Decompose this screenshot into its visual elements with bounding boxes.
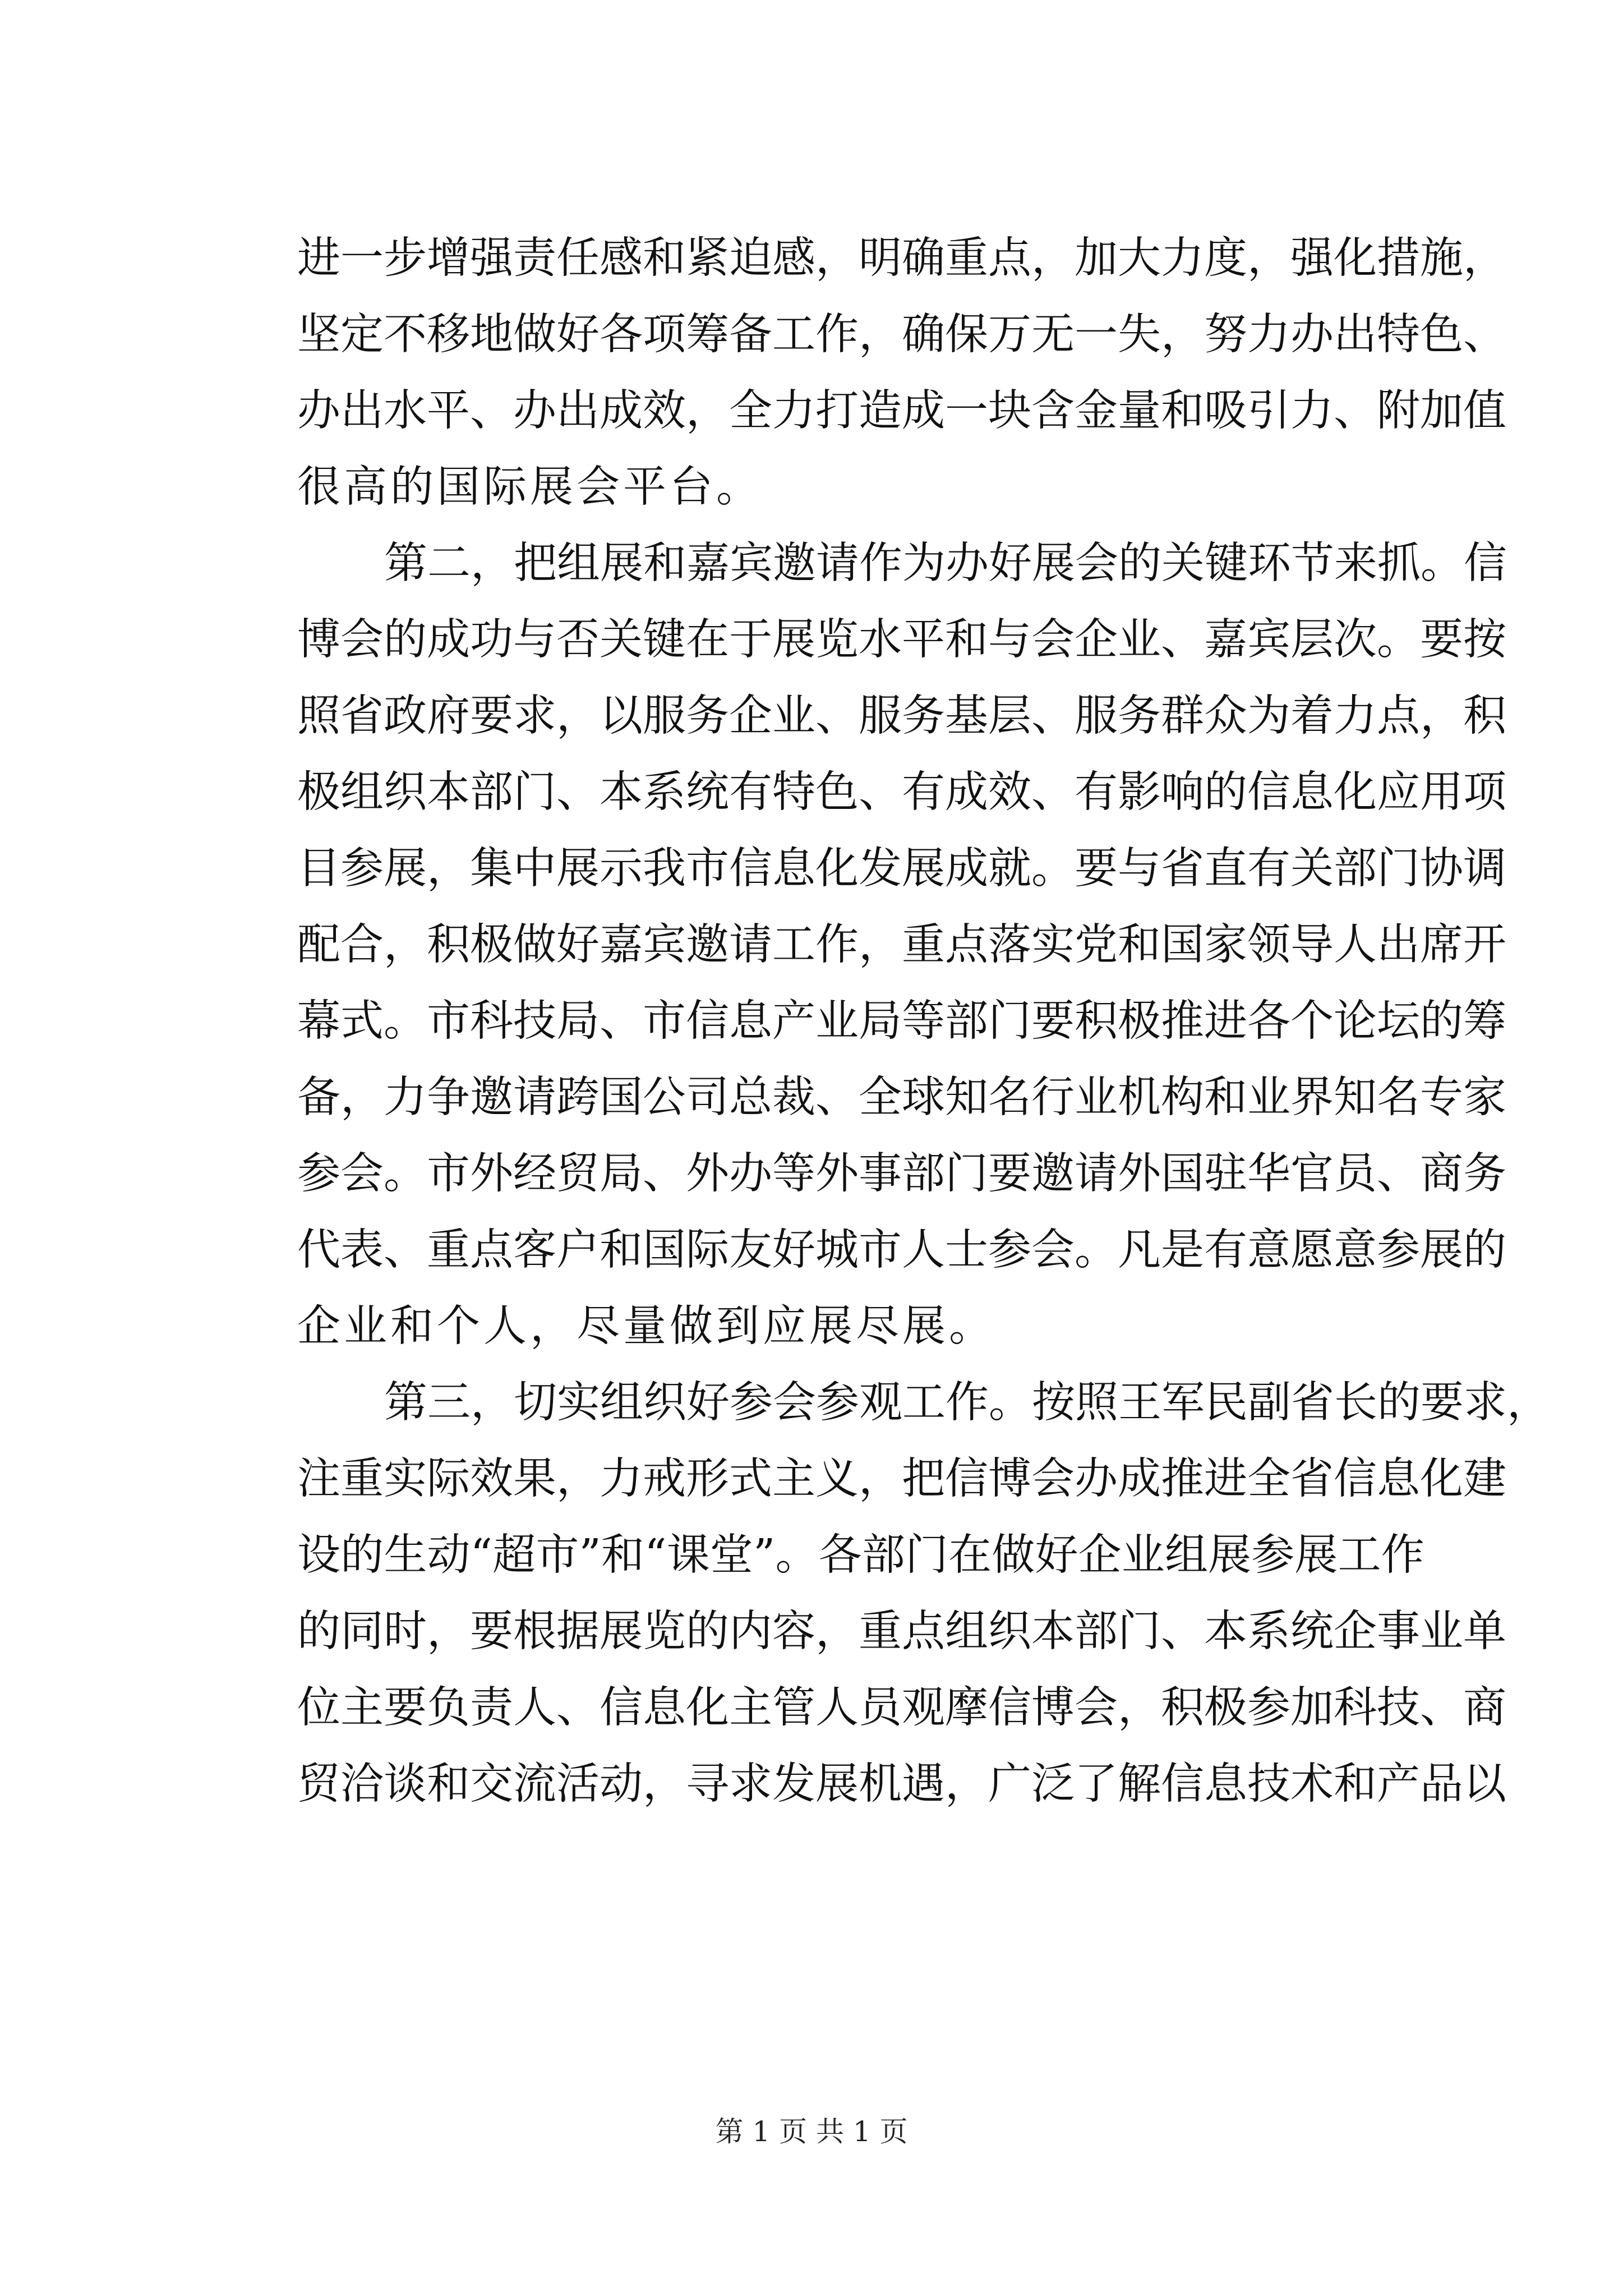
page-footer: 第 1 页 共 1 页: [715, 2115, 908, 2148]
text-line: 目 参 展 ， 集 中 展 示 我 市 信 息 化 发 展 成 就 。 要 与 省 直 有 关 部 门 协 调: [297, 844, 1506, 894]
text-line: 博 会 的 成 功 与 否 关 键 在 于 展 览 水 平 和 与 会 企 业 、 嘉 宾 层 次 。 要 按: [297, 615, 1506, 665]
text-line: 配 合 ， 积 极 做 好 嘉 宾 邀 请 工 作 ， 重 点 落 实 党 和 国 家 领 导 人 出 席 开: [297, 920, 1506, 970]
text-line: 很高的国际展会平台。: [297, 462, 763, 512]
text-line: 贸 洽 谈 和 交 流 活 动 ， 寻 求 发 展 机 遇 ， 广 泛 了 解 信 息 技 术 和 产 品 以: [297, 1759, 1506, 1809]
text-line: 极 组 织 本 部 门 、 本 系 统 有 特 色 、 有 成 效 、 有 影 响 的 信 息 化 应 用 项: [297, 767, 1506, 817]
paragraph: [297, 526, 1507, 1365]
text-line: 第 三 ， 切 实 组 织 好 参 会 参 观 工 作 。 按 照 王 军 民 副 省 长 的 要 求 ，: [384, 1378, 1550, 1428]
text-line: 第 二 ， 把 组 展 和 嘉 宾 邀 请 作 为 办 好 展 会 的 关 键 环 节 来 抓 。 信: [384, 539, 1507, 588]
text-line: 代 表 、 重 点 客 户 和 国 际 友 好 城 市 人 士 参 会 。 凡 是 有 意 愿 意 参 展 的: [297, 1225, 1506, 1275]
text-line: 备 ， 力 争 邀 请 跨 国 公 司 总 裁 、 全 球 知 名 行 业 机 构 和 业 界 知 名 专 家: [297, 1073, 1506, 1122]
text-line: 注 重 实 际 效 果 ， 力 戒 形 式 主 义 ， 把 信 博 会 办 成 推 进 全 省 信 息 化 建: [297, 1454, 1506, 1504]
paragraph: [297, 220, 1506, 526]
text-line: 的 同 时 ， 要 根 据 展 览 的 内 容 ， 重 点 组 织 本 部 门 、 本 系 统 企 事 业 单: [297, 1607, 1506, 1657]
text-line: 办 出 水 平 、 办 出 成 效 ， 全 力 打 造 成 一 块 含 金 量 和 吸 引 力 、 附 加 值: [297, 386, 1506, 436]
text-line: 设 的 生 动 “ 超 市 ” 和 “ 课 堂 ” 。 各 部 门 在 做 好 企 业 组 展 参 展 工 作: [297, 1530, 1424, 1580]
text-line: 坚 定 不 移 地 做 好 各 项 筹 备 工 作 ， 确 保 万 无 一 失 ， 努 力 办 出 特 色 、: [297, 310, 1506, 360]
text-line: 幕 式 。 市 科 技 局 、 市 信 息 产 业 局 等 部 门 要 积 极 推 进 各 个 论 坛 的 筹: [297, 996, 1506, 1046]
text-line: 参 会 。 市 外 经 贸 局 、 外 办 等 外 事 部 门 要 邀 请 外 国 驻 华 官 员 、 商 务: [297, 1149, 1506, 1199]
text-line: 企业和个人，尽量做到应展尽展。: [297, 1301, 995, 1351]
paragraph: [297, 1365, 1550, 1823]
text-line: 进 一 步 增 强 责 任 感 和 紧 迫 感 ， 明 确 重 点 ， 加 大 力 度 ， 强 化 措 施 ，: [297, 233, 1506, 283]
document-body: [297, 220, 1550, 1823]
text-line: 照 省 政 府 要 求 ， 以 服 务 企 业 、 服 务 基 层 、 服 务 群 众 为 着 力 点 ， 积: [297, 691, 1506, 741]
text-line: 位 主 要 负 责 人 、 信 息 化 主 管 人 员 观 摩 信 博 会 ， 积 极 参 加 科 技 、 商: [297, 1683, 1506, 1733]
